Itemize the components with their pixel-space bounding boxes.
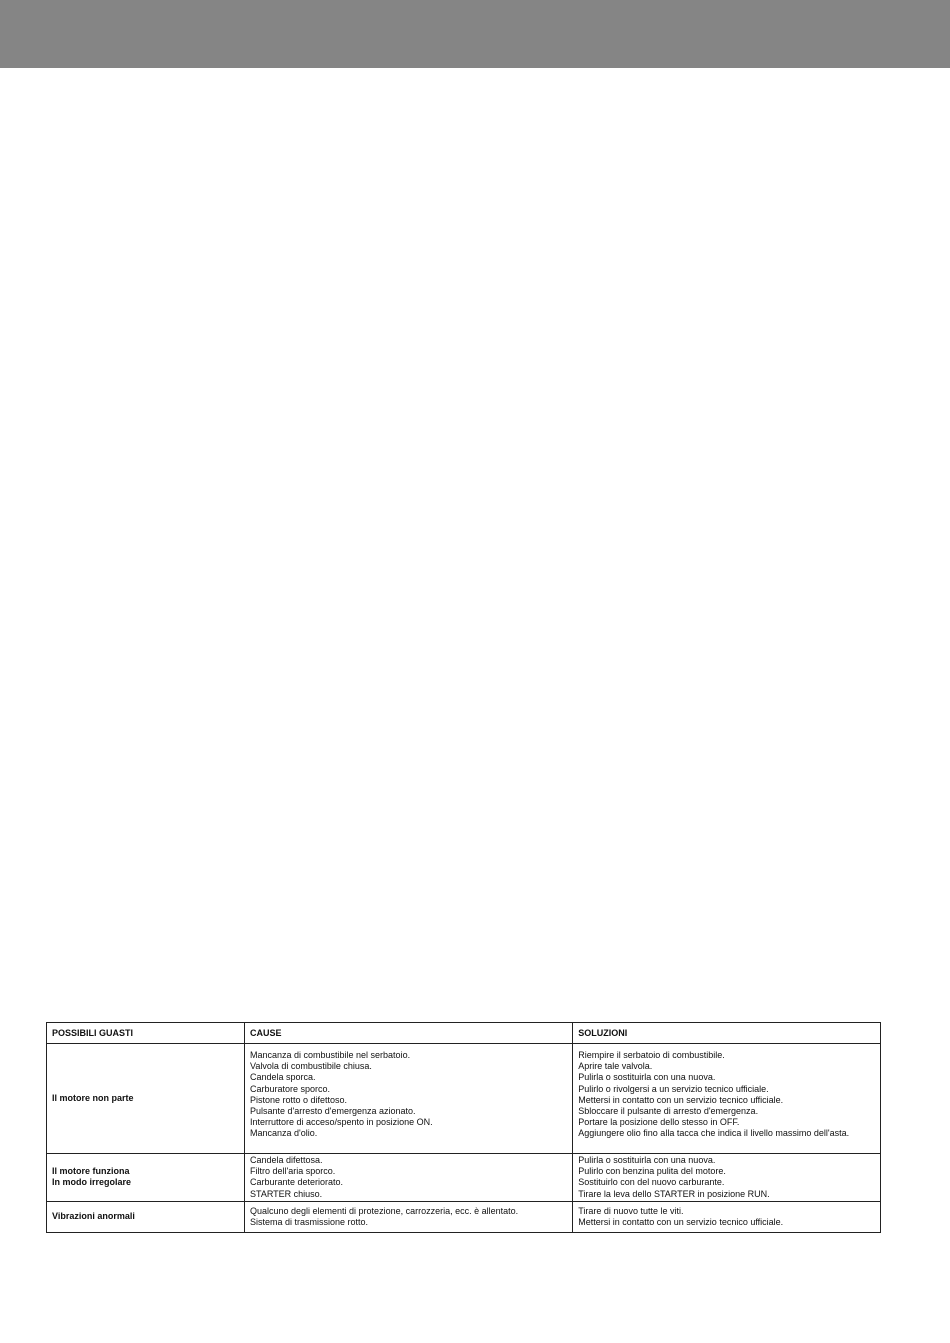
solution-item: Mettersi in contatto con un servizio tecnico ufficiale. <box>578 1217 784 1228</box>
header-solution: SOLUZIONI <box>573 1023 881 1044</box>
solution-cell <box>573 1201 881 1232</box>
cause-item: Pistone rotto o difettoso. <box>249 1094 348 1105</box>
solution-item: Pulirla o sostituirla con una nuova. <box>578 1072 716 1083</box>
header-cause: CAUSE <box>244 1023 572 1044</box>
cause-item: Candela difettosa. <box>249 1155 323 1165</box>
solution-item: Sbloccare il pulsante di arresto d'emergenza. <box>578 1106 759 1117</box>
table-row <box>47 1201 881 1232</box>
cause-item: Qualcuno degli elementi di protezione, carrozzeria, ecc. è allentato. <box>249 1205 519 1216</box>
table-row <box>47 1154 881 1202</box>
table-row <box>47 1044 881 1154</box>
solution-item: Pulirla o sostituirla con una nuova. <box>578 1155 716 1165</box>
cause-item: Mancanza d'olio. <box>249 1128 318 1139</box>
fault-label: Il motore funziona <box>52 1166 130 1177</box>
solution-cell <box>573 1044 881 1154</box>
cause-item: Candela sporca. <box>249 1072 316 1083</box>
header-fault: POSSIBILI GUASTI <box>47 1023 245 1044</box>
cause-item: Carburatore sporco. <box>249 1083 331 1094</box>
cause-cell <box>244 1044 572 1154</box>
solution-cell <box>573 1154 881 1202</box>
solution-item: Pulirlo con benzina pulita del motore. <box>578 1166 726 1177</box>
solution-item: Riempire il serbatoio di combustibile. <box>578 1050 725 1060</box>
cause-item: Valvola di combustibile chiusa. <box>249 1061 372 1072</box>
solution-item: Tirare la leva dello STARTER in posizione RUN. <box>578 1188 770 1199</box>
fault-label: Vibrazioni anormali <box>52 1211 135 1222</box>
table-header-row <box>47 1023 881 1044</box>
cause-item: Carburante deteriorato. <box>249 1177 344 1188</box>
fault-label: Il motore non parte <box>52 1092 134 1103</box>
cause-cell <box>244 1201 572 1232</box>
solution-item: Mettersi in contatto con un servizio tecnico ufficiale. <box>578 1094 784 1105</box>
solution-item: Tirare di nuovo tutte le viti. <box>578 1205 684 1216</box>
cause-item: Mancanza di combustibile nel serbatoio. <box>249 1050 411 1060</box>
fault-cell <box>47 1154 245 1202</box>
solution-item: Aggiungere olio fino alla tacca che indica il livello massimo dell'asta. <box>578 1128 850 1139</box>
solution-item: Pulirlo o rivolgersi a un servizio tecnico ufficiale. <box>578 1083 769 1094</box>
solution-item: Sostituirlo con del nuovo carburante. <box>578 1177 725 1188</box>
fault-cell <box>47 1044 245 1154</box>
fault-cell <box>47 1201 245 1232</box>
cause-item: Filtro dell'aria sporco. <box>249 1166 336 1177</box>
header-band <box>0 0 950 68</box>
fault-label: In modo irregolare <box>52 1177 132 1188</box>
cause-item: Sistema di trasmissione rotto. <box>249 1217 369 1228</box>
solution-item: Portare la posizione dello stesso in OFF. <box>578 1117 740 1128</box>
cause-item: Pulsante d'arresto d'emergenza azionato. <box>249 1106 416 1117</box>
cause-item: Interruttore di acceso/spento in posizione ON. <box>249 1117 433 1128</box>
solution-item: Aprire tale valvola. <box>578 1061 653 1072</box>
cause-item: STARTER chiuso. <box>249 1188 323 1199</box>
cause-cell <box>244 1154 572 1202</box>
troubleshooting-table <box>46 1022 881 1233</box>
